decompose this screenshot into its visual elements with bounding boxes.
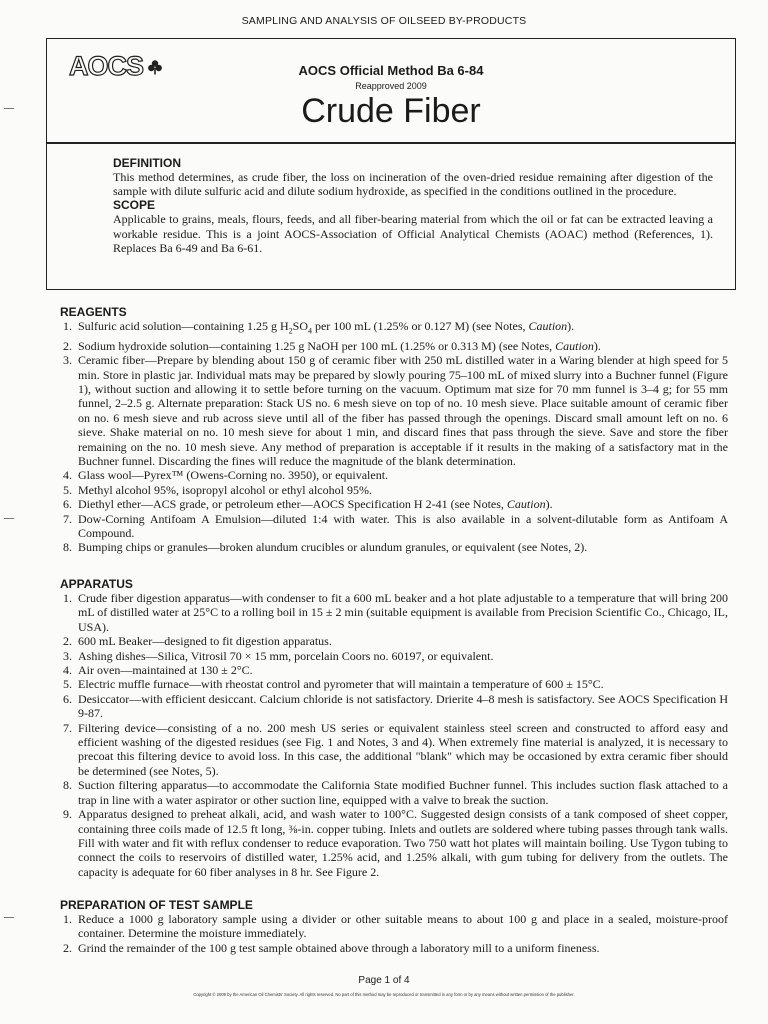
reagents-list: [60, 319, 728, 555]
list-item: 2. Sodium hydroxide solution—containing 1.25 g NaOH per 100 mL (1.25% or 0.313 M) (see Notes, Caution).: [63, 338, 601, 353]
preparation-section: [60, 898, 728, 955]
running-head: SAMPLING AND ANALYSIS OF OILSEED BY-PRODUCTS: [241, 15, 527, 27]
list-item: 2. Grind the remainder of the 100 g test sample obtained above through a laboratory mill to a uniform fineness.: [63, 940, 600, 955]
list-item: 3. Ceramic fiber—Prepare by blending about 150 g of ceramic fiber with 250 mL distilled water in a Waring blender at high speed for 5 min. Store in plastic jar. Individual mats may be prepared by slowly pouring 75–100 mL of mixed slurry into a Buchner funnel (Figure 1), without suction and allowing it to settle before turning on the vacuum. Optimum mat size for 70 mm funnel is 3–4 g; for 55 mm funnel, 2–2.5 g. Alternate preparation: Stack US no. 6 mesh sieve on top of no. 10 mesh sieve. Place suitable amount of ceramic fiber on no. 6 mesh sieve and rub across sieve until all of the fiber has passed through the openings. Discard small amount left on no. 6 sieve. Shake material on no. 10 mesh sieve for about 1 min, and discard fines that pass through the sieve. Save and store the fiber remaining on the no. 10 mesh sieve. Any method of preparation is acceptable if it results in the making of a satisfactory mat in the Buchner funnel. Discarding the fines will reduce the magnitude of the blank determination.: [63, 353, 728, 469]
preparation-list: [60, 912, 728, 955]
reagents-heading: REAGENTS: [60, 305, 127, 319]
page-title: Crude Fiber: [301, 92, 481, 130]
definition-heading: DEFINITION: [113, 156, 181, 170]
definition-text: This method determines, as crude fiber, the loss on incineration of the oven-dried residue remaining after digestion of the sample with dilute sulfuric acid and dilute sodium hydroxide, as specified in the conditions outlined in the procedure.: [113, 170, 713, 199]
list-item: 3. Ashing dishes—Silica, Vitrosil 70 × 15 mm, porcelain Coors no. 60197, or equivalent.: [63, 648, 494, 663]
list-item: 7. Dow-Corning Antifoam A Emulsion—diluted 1:4 with water. This is also available in a solvent-dilutable form as Antifoam A Compound.: [63, 511, 728, 541]
list-item: 2. 600 mL Beaker—designed to fit digestion apparatus.: [63, 634, 332, 649]
list-item: 6. Desiccator—with efficient desiccant. Calcium chloride is not satisfactory. Drierite 4–8 mesh is satisfactory. See AOCS Specification H 9-87.: [63, 691, 728, 721]
scope-text: Applicable to grains, meals, flours, feeds, and all fiber-bearing material from which the oil or fat can be extracted leaving a workable residue. This is a joint AOCS-Association of Official Analytical Chemists (AOAC) method (References, 1). Replaces Ba 6-49 and Ba 6-61.: [113, 212, 713, 255]
page-number: Page 1 of 4: [358, 975, 410, 986]
apparatus-list: [60, 591, 728, 879]
scope-heading: SCOPE: [113, 198, 156, 213]
preparation-heading: PREPARATION OF TEST SAMPLE: [60, 898, 253, 912]
method-header: [46, 38, 736, 143]
list-item: 5. Electric muffle furnace—with rheostat control and pyrometer that will maintain a temperature of 600 ± 15°C.: [63, 677, 604, 692]
list-item: 1. Sulfuric acid solution—containing 1.25 g $H_2SO_4$ per 100 mL (1.25% or 0.127 M) (see Notes, Caution).: [63, 319, 575, 336]
list-item: 7. Filtering device—consisting of a no. 200 mesh US series or equivalent stainless steel screen and constructed to afford easy and efficient washing of the digested residues (see Fig. 1 and Notes, 3 and 4). When extremely fine material is analyzed, it is necessary to precoat this filtering device to avoid loss. In this case, the additional "blank" which may be occasioned by extra ceramic fiber should be determined (see Notes, 5).: [63, 720, 728, 778]
list-item: 4. Glass wool—Pyrex™ (Owens-Corning no. 3950), or equivalent.: [63, 468, 389, 483]
reagents-section: [60, 305, 728, 555]
method-designation: AOCS Official Method Ba 6-84: [298, 63, 484, 78]
list-item: 1. Reduce a 1000 g laboratory sample using a divider or other suitable means to about 100 g and place in a sealed, moisture-proof container. Determine the moisture immediately.: [63, 912, 728, 941]
list-item: 8. Bumping chips or granules—broken alundum crucibles or alundum granules, or equivalent (see Notes, 2).: [63, 540, 588, 555]
margin-mark: [4, 108, 14, 109]
list-item: 8. Suction filtering apparatus—to accommodate the California State modified Buchner funnel. This includes suction flask attached to a trap in line with a water aspirator or other suction line, equipped with a valve to break the suction.: [63, 778, 728, 807]
list-item: 5. Methyl alcohol 95%, isopropyl alcohol or ethyl alcohol 95%.: [63, 482, 372, 497]
margin-mark: [4, 917, 14, 918]
apparatus-heading: APPARATUS: [60, 577, 133, 591]
margin-mark: [4, 518, 14, 519]
list-item: 1. Crude fiber digestion apparatus—with condenser to fit a 600 mL beaker and a hot plate adjustable to a temperature that will bring 200 mL of distilled water at 25°C to a rolling boil in 15 ± 2 min (suitable equipment is available from Precision Scientific Co., Chicago, IL, USA).: [63, 591, 728, 634]
reapproved-date: Reapproved 2009: [355, 81, 427, 91]
definition-scope-box: [46, 144, 736, 290]
copyright-notice: Copyright © 2009 by the American Oil Chemists' Society. All rights reserved. No part of this method may be reproduced or transmitted in any form or by any means without written permission of the publisher.: [193, 992, 575, 997]
list-item: 4. Air oven—maintained at 130 ± 2°C.: [63, 663, 253, 678]
logo-text: AOCS: [69, 51, 144, 81]
list-item: 6. Diethyl ether—ACS grade, or petroleum ether—AOCS Specification H 2-41 (see Notes, Caution).: [63, 497, 553, 512]
apparatus-section: [60, 577, 728, 879]
list-item: 9. Apparatus designed to preheat alkali, acid, and wash water to 100°C. Suggested design consists of a tank composed of sheet copper, containing three coils made of 12.5 ft long, ⅜-in. copper tubing. Inlets and outlets are soldered where tubing passes through tank walls. Fill with water and fit with reflux condenser to reduce evaporation. Two 750 watt hot plates will maintain boiling. Use Tygon tubing to connect the coils to reservoirs of distilled water, 1.25% acid, and 1.25% alkali, with gum tubing for delivery from the outlets. The capacity is adequate for 60 fiber analyses in 8 hr. See Figure 2.: [63, 807, 728, 879]
